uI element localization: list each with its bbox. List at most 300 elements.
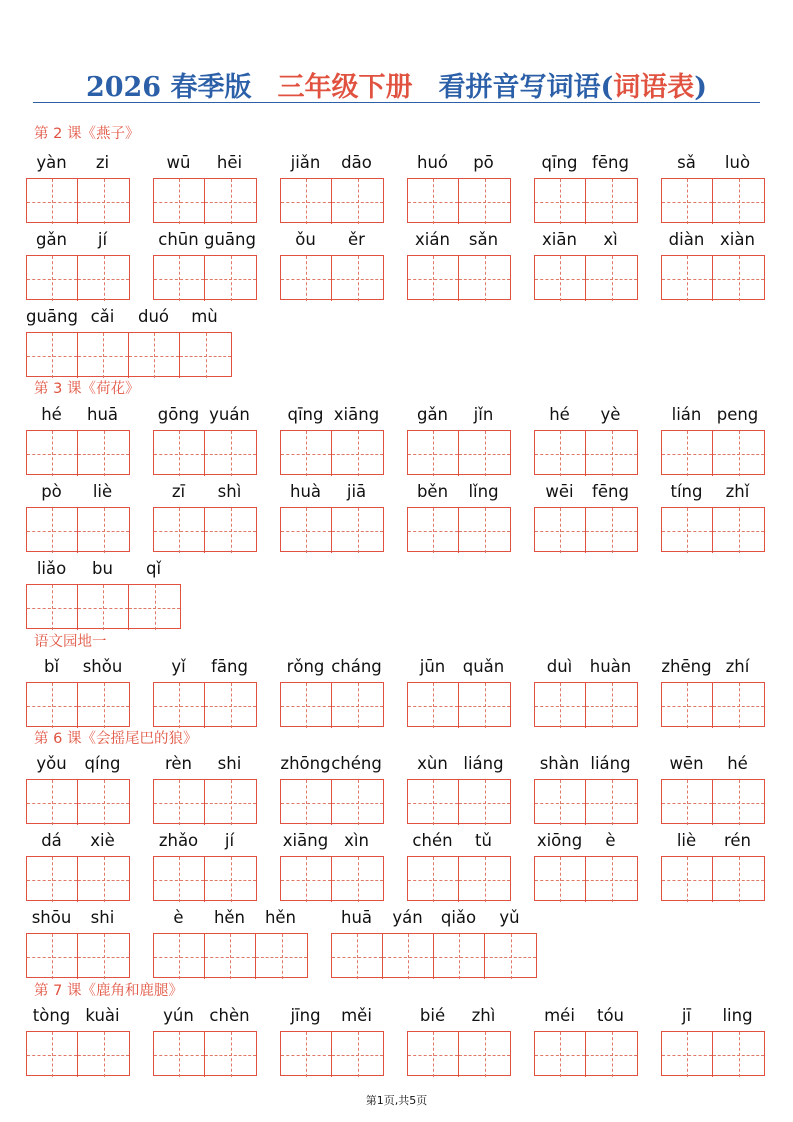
writing-grid — [407, 1031, 511, 1076]
writing-cell[interactable] — [27, 1032, 78, 1077]
writing-cell[interactable] — [205, 934, 256, 979]
writing-grid — [26, 779, 130, 824]
pinyin-syllable: xiàn — [720, 230, 755, 249]
writing-cell[interactable] — [281, 256, 332, 301]
section-label: 第 2 课《燕子》 — [34, 126, 140, 142]
writing-cell[interactable] — [332, 1032, 383, 1077]
writing-cell[interactable] — [27, 683, 78, 728]
writing-cell[interactable] — [27, 179, 78, 224]
writing-cell[interactable] — [205, 256, 256, 301]
pinyin-syllable: jūn — [419, 657, 446, 676]
pinyin-row — [26, 1004, 128, 1028]
writing-cell[interactable] — [713, 508, 764, 553]
writing-cell[interactable] — [281, 857, 332, 902]
writing-grid — [407, 856, 511, 901]
pinyin-syllable: bǐ — [43, 657, 60, 676]
pinyin-syllable: guāng — [26, 307, 78, 326]
writing-cell[interactable] — [281, 508, 332, 553]
writing-grid — [661, 430, 765, 475]
pinyin-syllable: xì — [603, 230, 618, 249]
pinyin-row — [26, 557, 179, 581]
writing-cell[interactable] — [535, 179, 586, 224]
pinyin-syllable: shōu — [31, 908, 72, 927]
writing-grid — [26, 255, 130, 300]
pinyin-row — [331, 906, 535, 930]
writing-cell[interactable] — [27, 508, 78, 553]
writing-cell[interactable] — [713, 857, 764, 902]
writing-cell[interactable] — [383, 934, 434, 979]
writing-grid — [26, 507, 130, 552]
pinyin-row — [280, 829, 382, 853]
writing-cell[interactable] — [205, 780, 256, 825]
pinyin-syllable: è — [605, 831, 616, 850]
writing-cell[interactable] — [535, 857, 586, 902]
writing-grid — [407, 430, 511, 475]
pinyin-syllable: pò — [41, 482, 62, 501]
writing-cell[interactable] — [205, 179, 256, 224]
pinyin-syllable: jī — [681, 1006, 692, 1025]
pinyin-syllable: dá — [41, 831, 62, 850]
writing-grid — [534, 856, 638, 901]
pinyin-syllable: wēn — [669, 754, 704, 773]
writing-cell[interactable] — [662, 256, 713, 301]
pinyin-syllable: fēng — [592, 482, 629, 501]
pinyin-syllable: qǐ — [145, 559, 162, 578]
pinyin-syllable: gōng — [157, 405, 200, 424]
writing-cell[interactable] — [459, 431, 510, 476]
pinyin-syllable: rèn — [164, 754, 193, 773]
pinyin-syllable: gǎn — [35, 230, 68, 249]
pinyin-syllable: chéng — [331, 754, 382, 773]
section-label: 第 3 课《荷花》 — [34, 381, 140, 397]
pinyin-row — [661, 655, 763, 679]
writing-cell[interactable] — [78, 780, 129, 825]
pinyin-syllable: chèn — [209, 1006, 250, 1025]
pinyin-row — [153, 228, 255, 252]
writing-cell[interactable] — [662, 179, 713, 224]
writing-cell[interactable] — [586, 1032, 637, 1077]
writing-grid — [534, 430, 638, 475]
writing-cell[interactable] — [281, 179, 332, 224]
pinyin-row — [407, 228, 509, 252]
pinyin-syllable: qīng — [541, 153, 578, 172]
writing-cell[interactable] — [27, 256, 78, 301]
writing-grid — [280, 255, 384, 300]
pinyin-syllable: tǔ — [475, 831, 492, 850]
writing-cell[interactable] — [662, 431, 713, 476]
writing-grid — [153, 779, 257, 824]
writing-grid — [661, 507, 765, 552]
pinyin-row — [534, 655, 636, 679]
pinyin-syllable: qiǎo — [440, 908, 477, 927]
pinyin-syllable: ěr — [348, 230, 365, 249]
pinyin-syllable: zi — [95, 153, 110, 172]
pinyin-syllable: měi — [341, 1006, 372, 1025]
writing-cell[interactable] — [408, 431, 459, 476]
writing-cell[interactable] — [459, 256, 510, 301]
pinyin-syllable: xìn — [344, 831, 369, 850]
writing-grid — [534, 178, 638, 223]
pinyin-row — [26, 906, 128, 930]
writing-cell[interactable] — [535, 508, 586, 553]
writing-grid — [280, 178, 384, 223]
section-label: 语文园地一 — [34, 634, 107, 650]
pinyin-syllable: huàn — [589, 657, 632, 676]
pinyin-syllable: liè — [676, 831, 697, 850]
pinyin-syllable: xiè — [90, 831, 115, 850]
writing-grid — [153, 430, 257, 475]
pinyin-row — [153, 906, 306, 930]
writing-cell[interactable] — [78, 179, 129, 224]
pinyin-syllable: jí — [97, 230, 108, 249]
writing-cell[interactable] — [662, 683, 713, 728]
writing-cell[interactable] — [78, 333, 129, 378]
writing-cell[interactable] — [713, 1032, 764, 1077]
writing-cell[interactable] — [408, 780, 459, 825]
writing-cell[interactable] — [154, 934, 205, 979]
pinyin-row — [280, 228, 382, 252]
writing-cell[interactable] — [586, 431, 637, 476]
pinyin-row — [534, 403, 636, 427]
pinyin-row — [407, 829, 509, 853]
pinyin-syllable: yàn — [36, 153, 67, 172]
pinyin-syllable: yún — [163, 1006, 194, 1025]
writing-cell[interactable] — [332, 256, 383, 301]
pinyin-syllable: jiā — [346, 482, 367, 501]
pinyin-row — [661, 151, 763, 175]
writing-grid — [280, 1031, 384, 1076]
writing-grid — [26, 933, 130, 978]
writing-cell[interactable] — [586, 683, 637, 728]
writing-cell[interactable] — [154, 1032, 205, 1077]
writing-cell[interactable] — [180, 333, 231, 378]
writing-cell[interactable] — [408, 179, 459, 224]
writing-cell[interactable] — [78, 683, 129, 728]
writing-grid — [534, 1031, 638, 1076]
pinyin-syllable: sǎn — [468, 230, 499, 249]
pinyin-syllable: jí — [224, 831, 235, 850]
writing-cell[interactable] — [662, 780, 713, 825]
pinyin-row — [153, 1004, 255, 1028]
writing-grid — [26, 332, 232, 377]
pinyin-syllable: shi — [217, 754, 242, 773]
writing-grid — [153, 1031, 257, 1076]
pinyin-row — [407, 655, 509, 679]
writing-grid — [407, 779, 511, 824]
writing-cell[interactable] — [332, 857, 383, 902]
writing-cell[interactable] — [662, 857, 713, 902]
pinyin-syllable: yǔ — [499, 908, 520, 927]
pinyin-syllable: huā — [86, 405, 119, 424]
page-footer: 第1页,共5页 — [365, 1094, 428, 1107]
writing-cell[interactable] — [205, 431, 256, 476]
writing-grid — [661, 178, 765, 223]
writing-cell[interactable] — [332, 934, 383, 979]
title-highlight: 词语表 — [613, 72, 695, 103]
writing-cell[interactable] — [485, 934, 536, 979]
writing-cell[interactable] — [535, 780, 586, 825]
pinyin-row — [280, 480, 382, 504]
pinyin-row — [407, 752, 509, 776]
writing-grid — [661, 856, 765, 901]
pinyin-syllable: huā — [340, 908, 373, 927]
pinyin-syllable: tíng — [670, 482, 703, 501]
pinyin-syllable: yán — [392, 908, 423, 927]
pinyin-row — [153, 151, 255, 175]
writing-grid — [280, 507, 384, 552]
writing-cell[interactable] — [459, 179, 510, 224]
pinyin-row — [407, 480, 509, 504]
pinyin-syllable: tóu — [596, 1006, 625, 1025]
writing-grid — [153, 178, 257, 223]
writing-cell[interactable] — [78, 1032, 129, 1077]
writing-grid — [661, 682, 765, 727]
writing-cell[interactable] — [154, 431, 205, 476]
pinyin-syllable: cháng — [331, 657, 382, 676]
writing-cell[interactable] — [713, 256, 764, 301]
pinyin-syllable: xùn — [417, 754, 448, 773]
writing-cell[interactable] — [586, 780, 637, 825]
pinyin-row — [661, 1004, 763, 1028]
writing-cell[interactable] — [408, 256, 459, 301]
pinyin-row — [661, 480, 763, 504]
pinyin-syllable: peng — [716, 405, 759, 424]
writing-cell[interactable] — [281, 683, 332, 728]
pinyin-row — [280, 752, 382, 776]
writing-cell[interactable] — [27, 934, 78, 979]
pinyin-syllable: lǐng — [468, 482, 499, 501]
pinyin-syllable: tòng — [32, 1006, 71, 1025]
writing-grid — [280, 430, 384, 475]
writing-grid — [331, 933, 537, 978]
writing-cell[interactable] — [281, 431, 332, 476]
writing-cell[interactable] — [129, 333, 180, 378]
pinyin-syllable: hēi — [216, 153, 243, 172]
writing-grid — [534, 682, 638, 727]
pinyin-syllable: liáng — [463, 754, 504, 773]
pinyin-syllable: zhēng — [661, 657, 712, 676]
writing-grid — [407, 507, 511, 552]
writing-cell[interactable] — [154, 780, 205, 825]
pinyin-syllable: bu — [92, 559, 113, 578]
title-close-paren: ) — [694, 72, 708, 103]
pinyin-syllable: è — [173, 908, 184, 927]
pinyin-row — [153, 403, 255, 427]
writing-grid — [661, 255, 765, 300]
pinyin-syllable: guāng — [204, 230, 256, 249]
pinyin-row — [534, 228, 636, 252]
writing-cell[interactable] — [662, 1032, 713, 1077]
pinyin-syllable: zī — [171, 482, 186, 501]
writing-cell[interactable] — [78, 585, 129, 630]
writing-cell[interactable] — [78, 256, 129, 301]
pinyin-syllable: jǐn — [473, 405, 494, 424]
pinyin-syllable: zhǎo — [158, 831, 199, 850]
writing-cell[interactable] — [205, 1032, 256, 1077]
pinyin-syllable: fāng — [211, 657, 248, 676]
pinyin-row — [26, 480, 128, 504]
writing-cell[interactable] — [332, 780, 383, 825]
writing-cell[interactable] — [459, 780, 510, 825]
writing-cell[interactable] — [408, 857, 459, 902]
title-main: 看拼音写词语( — [438, 72, 614, 103]
pinyin-row — [26, 403, 128, 427]
pinyin-row — [534, 1004, 636, 1028]
writing-grid — [26, 430, 130, 475]
writing-cell[interactable] — [129, 585, 180, 630]
writing-grid — [26, 856, 130, 901]
pinyin-syllable: gǎn — [416, 405, 449, 424]
writing-cell[interactable] — [78, 431, 129, 476]
pinyin-syllable: diàn — [668, 230, 705, 249]
writing-cell[interactable] — [535, 1032, 586, 1077]
writing-grid — [26, 584, 181, 629]
writing-cell[interactable] — [27, 333, 78, 378]
writing-cell[interactable] — [586, 508, 637, 553]
pinyin-row — [407, 403, 509, 427]
pinyin-syllable: mù — [191, 307, 218, 326]
pinyin-syllable: huà — [289, 482, 322, 501]
pinyin-syllable: jīng — [290, 1006, 321, 1025]
pinyin-row — [153, 655, 255, 679]
writing-cell[interactable] — [332, 431, 383, 476]
writing-cell[interactable] — [459, 1032, 510, 1077]
pinyin-syllable: dāo — [341, 153, 372, 172]
pinyin-syllable: liǎo — [36, 559, 67, 578]
writing-cell[interactable] — [713, 431, 764, 476]
pinyin-syllable: zhì — [471, 1006, 496, 1025]
pinyin-syllable: quǎn — [462, 657, 505, 676]
title-edition: 2026 春季版 — [85, 72, 252, 103]
pinyin-syllable: méi — [544, 1006, 575, 1025]
writing-cell[interactable] — [154, 508, 205, 553]
writing-cell[interactable] — [154, 179, 205, 224]
writing-cell[interactable] — [459, 508, 510, 553]
pinyin-row — [26, 151, 128, 175]
writing-grid — [26, 682, 130, 727]
pinyin-syllable: jiǎn — [290, 153, 321, 172]
writing-cell[interactable] — [154, 857, 205, 902]
writing-cell[interactable] — [586, 179, 637, 224]
writing-cell[interactable] — [205, 857, 256, 902]
pinyin-syllable: qīng — [287, 405, 324, 424]
pinyin-row — [534, 480, 636, 504]
pinyin-row — [661, 829, 763, 853]
pinyin-syllable: yǒu — [36, 754, 67, 773]
pinyin-syllable: liè — [92, 482, 113, 501]
pinyin-syllable: liáng — [590, 754, 631, 773]
pinyin-syllable: sǎ — [677, 153, 696, 172]
pinyin-row — [26, 228, 128, 252]
pinyin-syllable: wēi — [545, 482, 574, 501]
pinyin-row — [280, 1004, 382, 1028]
writing-cell[interactable] — [205, 683, 256, 728]
pinyin-row — [280, 151, 382, 175]
writing-grid — [407, 255, 511, 300]
writing-cell[interactable] — [586, 256, 637, 301]
pinyin-row — [26, 752, 128, 776]
pinyin-syllable: rǒng — [286, 657, 325, 676]
writing-cell[interactable] — [256, 934, 307, 979]
pinyin-syllable: hěn — [213, 908, 246, 927]
writing-cell[interactable] — [459, 857, 510, 902]
writing-cell[interactable] — [713, 179, 764, 224]
writing-cell[interactable] — [713, 683, 764, 728]
writing-cell[interactable] — [27, 431, 78, 476]
pinyin-row — [407, 1004, 509, 1028]
writing-cell[interactable] — [713, 780, 764, 825]
pinyin-syllable: duì — [546, 657, 573, 676]
pinyin-syllable: cǎi — [90, 307, 115, 326]
pinyin-syllable: xiōng — [536, 831, 583, 850]
pinyin-row — [153, 480, 255, 504]
writing-cell[interactable] — [154, 683, 205, 728]
pinyin-syllable: duó — [137, 307, 170, 326]
pinyin-syllable: xiāng — [333, 405, 380, 424]
writing-cell[interactable] — [78, 508, 129, 553]
pinyin-syllable: luò — [724, 153, 751, 172]
pinyin-syllable: yǐ — [171, 657, 186, 676]
pinyin-syllable: hé — [41, 405, 62, 424]
pinyin-syllable: pō — [473, 153, 494, 172]
writing-cell[interactable] — [281, 780, 332, 825]
writing-cell[interactable] — [281, 1032, 332, 1077]
writing-cell[interactable] — [408, 508, 459, 553]
writing-grid — [534, 255, 638, 300]
pinyin-syllable: xiāng — [282, 831, 329, 850]
writing-cell[interactable] — [205, 508, 256, 553]
writing-grid — [661, 1031, 765, 1076]
writing-cell[interactable] — [27, 780, 78, 825]
writing-cell[interactable] — [434, 934, 485, 979]
pinyin-syllable: chén — [412, 831, 453, 850]
section-label: 第 6 课《会摇尾巴的狼》 — [34, 731, 198, 747]
section-label: 第 7 课《鹿角和鹿腿》 — [34, 983, 183, 999]
writing-cell[interactable] — [408, 683, 459, 728]
writing-cell[interactable] — [586, 857, 637, 902]
writing-cell[interactable] — [332, 683, 383, 728]
pinyin-syllable: rén — [723, 831, 752, 850]
pinyin-row — [534, 752, 636, 776]
pinyin-syllable: ling — [722, 1006, 753, 1025]
pinyin-syllable: shi — [90, 908, 115, 927]
writing-cell[interactable] — [154, 256, 205, 301]
pinyin-syllable: zhí — [725, 657, 750, 676]
writing-cell[interactable] — [408, 1032, 459, 1077]
pinyin-syllable: hěn — [264, 908, 297, 927]
writing-cell[interactable] — [662, 508, 713, 553]
writing-cell[interactable] — [78, 934, 129, 979]
pinyin-syllable: hé — [727, 754, 748, 773]
writing-cell[interactable] — [27, 585, 78, 630]
writing-cell[interactable] — [27, 857, 78, 902]
writing-cell[interactable] — [332, 179, 383, 224]
pinyin-row — [153, 752, 255, 776]
writing-cell[interactable] — [535, 431, 586, 476]
pinyin-syllable: yè — [600, 405, 621, 424]
writing-cell[interactable] — [535, 256, 586, 301]
pinyin-syllable: shì — [217, 482, 242, 501]
pinyin-syllable: huó — [416, 153, 448, 172]
writing-grid — [153, 255, 257, 300]
writing-cell[interactable] — [78, 857, 129, 902]
writing-cell[interactable] — [332, 508, 383, 553]
writing-grid — [153, 682, 257, 727]
writing-cell[interactable] — [459, 683, 510, 728]
writing-cell[interactable] — [535, 683, 586, 728]
writing-grid — [534, 779, 638, 824]
pinyin-syllable: shàn — [539, 754, 580, 773]
